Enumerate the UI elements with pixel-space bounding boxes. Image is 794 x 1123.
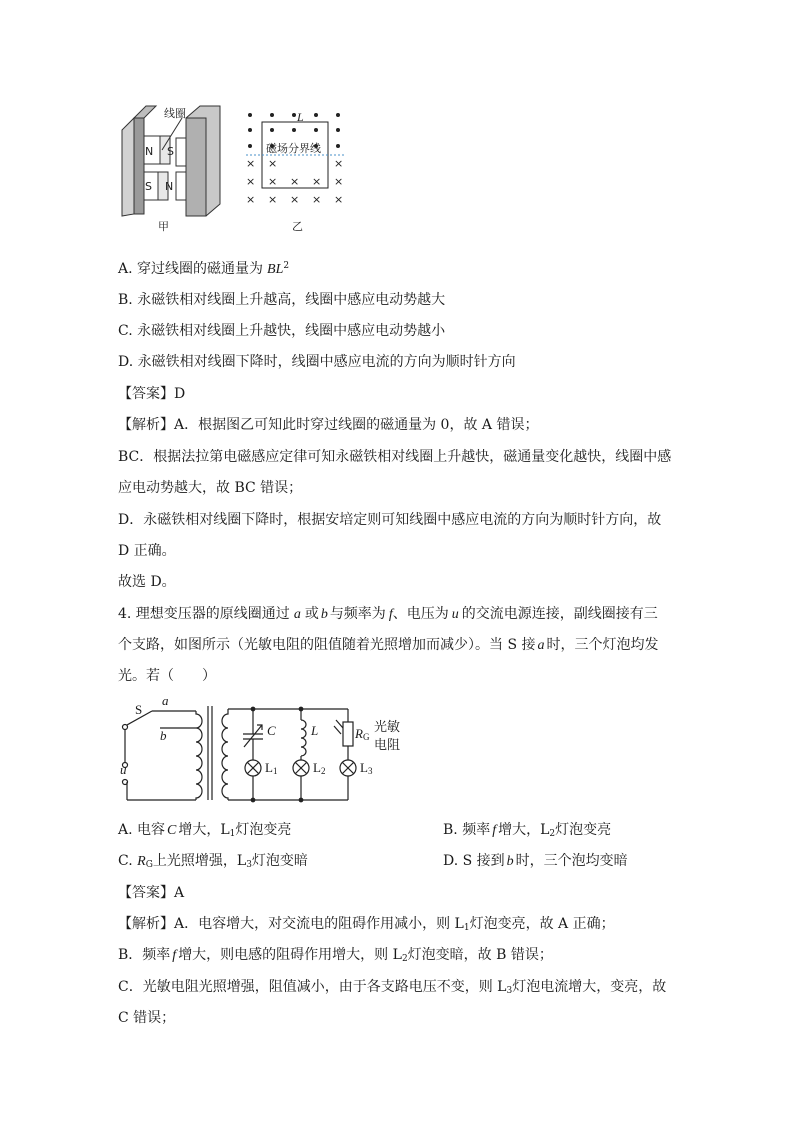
circuit-label-l2: $L_2$ (313, 760, 326, 776)
circuit-label-a: a (162, 693, 169, 708)
caption-yi: 乙 (292, 220, 303, 233)
svg-text:×: × (246, 175, 256, 188)
q4-explanation-4: C 错误； (118, 1010, 176, 1026)
q3-option-d: D. 永磁铁相对线圈下降时，线圈中感应电流的方向为顺时针方向 (118, 354, 516, 370)
q4-option-b: B. 频率 f 增大，$L_2$灯泡变亮 (443, 822, 612, 839)
circuit-label-l: L (311, 723, 319, 738)
svg-text:×: × (312, 175, 322, 188)
q4-option-c: C. $R_G$上光照增强，$L_3$灯泡变暗 (118, 853, 308, 870)
q3-explanation-1: 【解析】A．根据图乙可知此时穿过线圈的磁通量为 0，故 A 错误； (118, 417, 539, 433)
circuit-label-rg: $R_G$ (355, 726, 370, 742)
junction-bottom-2 (299, 798, 303, 802)
q3-option-c: C. 永磁铁相对线圈上升越快，线圈中感应电动势越小 (118, 323, 446, 339)
q4-option-d: D. S 接到 b 时，三个泡均变暗 (443, 853, 628, 869)
svg-text:×: × (290, 193, 300, 206)
circuit-label-s: S (135, 702, 143, 717)
inductor (301, 720, 306, 756)
q4-stem-3: 光。若（ ） (118, 668, 216, 684)
circuit-label-photo-2: 电阻 (374, 738, 401, 753)
pole-n-bottom: N (165, 180, 174, 193)
q4-explanation-3: C．光敏电阻光照增强，阻值减小，由于各支路电压不变，则 $L_3$灯泡电流增大，变亮，故 (118, 979, 667, 996)
q4-answer: 【答案】A (118, 885, 185, 901)
switch-pivot (123, 725, 128, 730)
svg-text:×: × (334, 175, 344, 188)
q3-explanation-6: 故选 D。 (118, 574, 176, 590)
q4-explanation-1: 【解析】A．电容增大，对交流电的阻碍作用减小，则 $L_1$灯泡变亮，故 A 正确； (118, 916, 615, 933)
junction-top-2 (299, 707, 303, 711)
field-crosses (246, 157, 343, 206)
pole-n-top: N (145, 145, 154, 158)
magnet-apparatus (122, 106, 220, 216)
coil-label: 线圈 (164, 107, 186, 120)
circuit-label-b: b (160, 728, 167, 743)
q4-option-a: A. 电容 C 增大，$L_1$灯泡变亮 (118, 822, 292, 839)
pole-s-top: S (167, 145, 174, 158)
svg-text:×: × (312, 193, 322, 206)
pole-s-bottom: S (145, 180, 152, 193)
circuit-label-l1: $L_1$ (265, 760, 278, 776)
primary-coil (196, 711, 202, 800)
svg-text:×: × (334, 157, 344, 170)
boundary-label: 磁场分界线 (266, 142, 321, 155)
q3-explanation-5: D 正确。 (118, 543, 176, 559)
svg-text:×: × (268, 175, 278, 188)
secondary-coil (222, 709, 228, 800)
circuit-label-l3: $L_3$ (360, 760, 373, 776)
circuit-label-photo-1: 光敏 (374, 720, 401, 735)
q4-explanation-2: B．频率 f 增大，则电感的阻碍作用增大，则 $L_2$灯泡变暗，故 B 错误； (118, 947, 553, 964)
svg-text:×: × (268, 193, 278, 206)
q4-stem-1: 4. 理想变压器的原线圈通过 a 或 b 与频率为 f、电压为 u 的交流电源连接，副线圈接有三 (118, 606, 658, 622)
q3-explanation-2: BC．根据法拉第电磁感应定律可知永磁铁相对线圈上升越快，磁通量变化越快，线圈中感 (118, 449, 672, 465)
square-label: L (297, 110, 304, 124)
q3-answer: 【答案】D (118, 386, 186, 402)
svg-text:×: × (290, 175, 300, 188)
svg-text:×: × (246, 157, 256, 170)
svg-text:×: × (334, 193, 344, 206)
circuit-label-c: C (267, 723, 276, 738)
figure-magnet-field (0, 0, 794, 240)
caption-jia: 甲 (158, 220, 169, 233)
svg-text:×: × (268, 157, 278, 170)
q3-option-a: A. 穿过线圈的磁通量为 $BL^2$ (118, 261, 290, 277)
q3-explanation-4: D．永磁铁相对线圈下降时，根据安培定则可知线圈中感应电流的方向为顺时针方向，故 (118, 512, 662, 528)
svg-text:×: × (246, 193, 256, 206)
q4-stem-2: 个支路，如图所示（光敏电阻的阻值随着光照增加而减少）。当 S 接 a 时，三个灯泡均发 (118, 637, 659, 653)
junction-bottom-1 (251, 798, 255, 802)
circuit-label-u: u (120, 762, 127, 777)
light-arrow-2 (334, 726, 341, 734)
photoresistor (343, 722, 353, 746)
q3-option-b: B. 永磁铁相对线圈上升越高，线圈中感应电动势越大 (118, 292, 446, 308)
q3-explanation-3: 应电动势越大，故 BC 错误； (118, 480, 303, 496)
light-arrow-1 (336, 720, 343, 728)
junction-top-1 (251, 707, 255, 711)
